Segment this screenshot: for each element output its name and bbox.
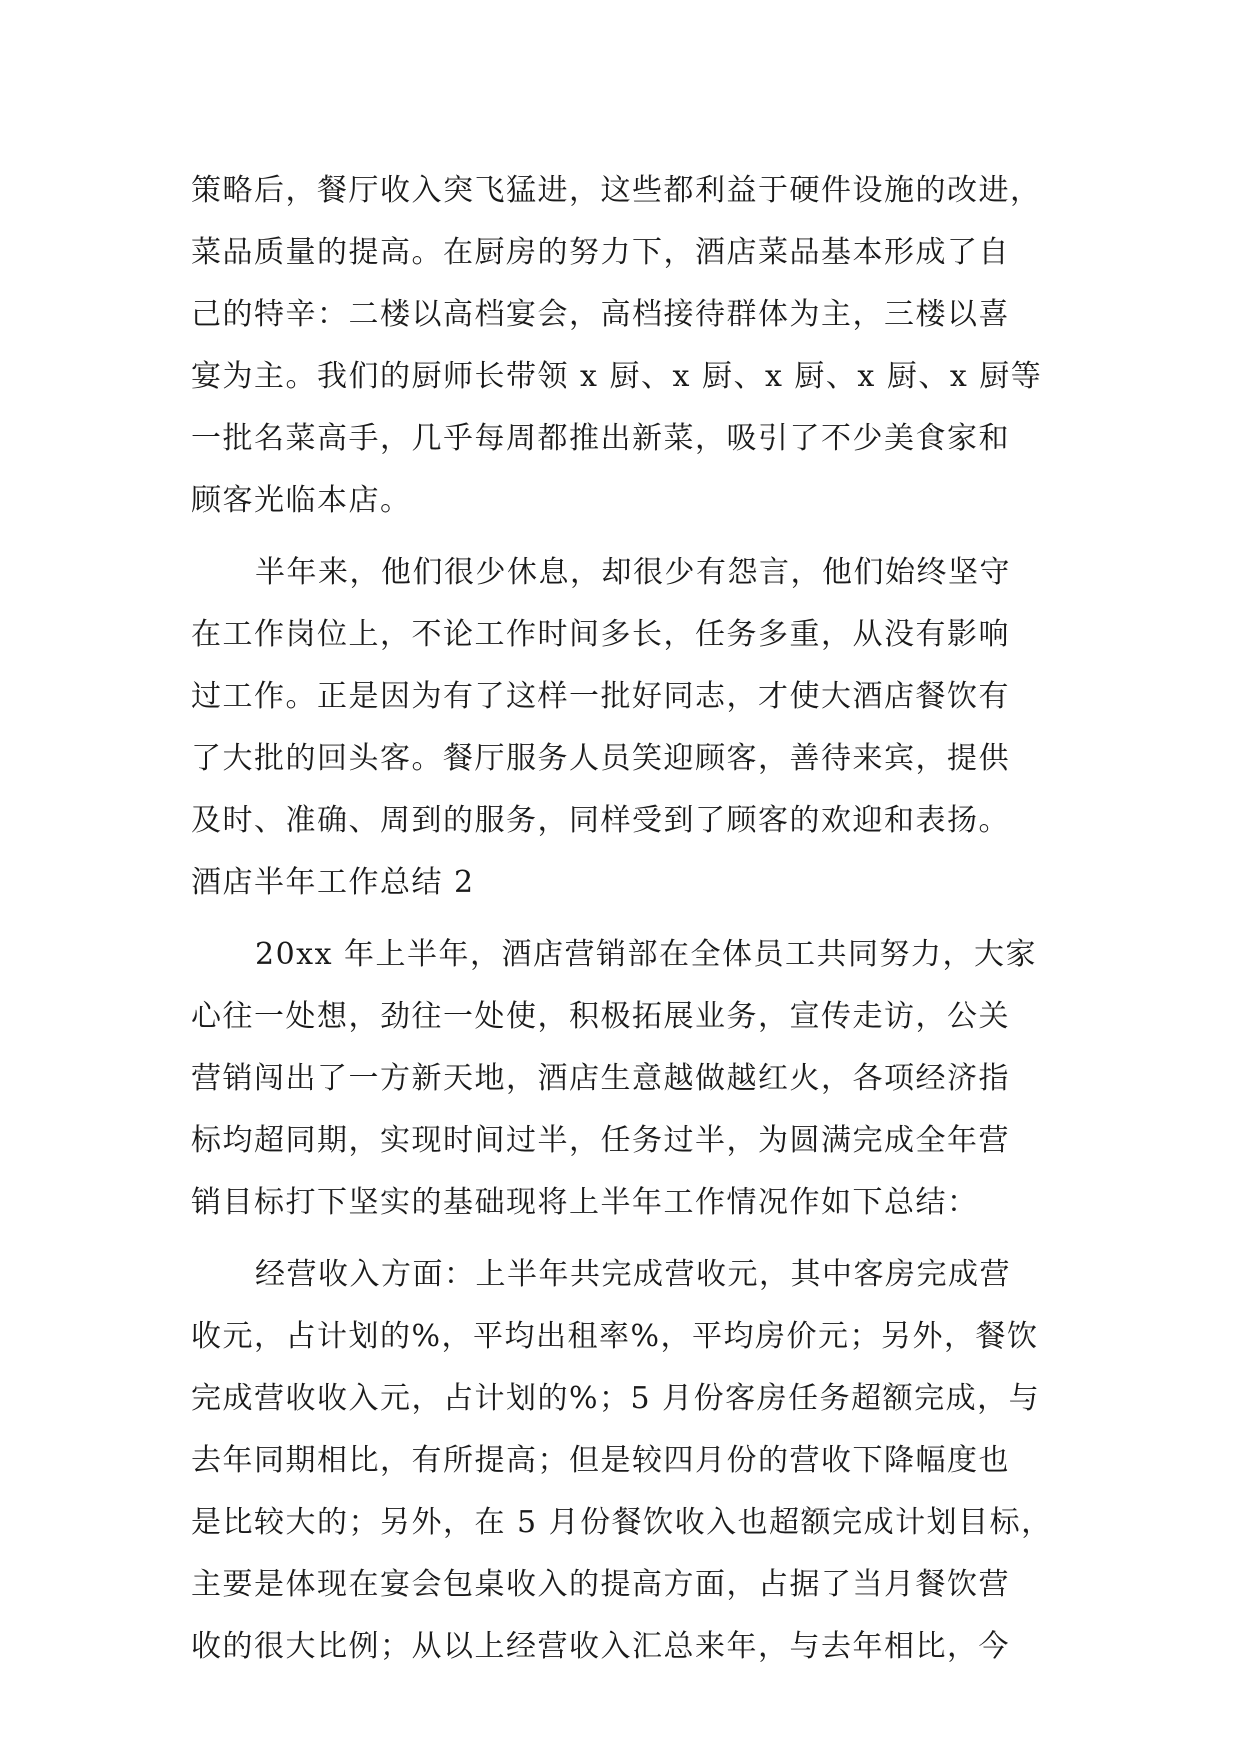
text-line: 在工作岗位上，不论工作时间多长，任务多重，从没有影响: [191, 617, 1010, 652]
paragraph-revenue: [191, 1244, 1071, 1678]
paragraph-hotel-cuisine: [191, 160, 1071, 532]
text-line: 半年来，他们很少休息，却很少有怨言，他们始终坚守: [255, 555, 1011, 590]
text-line: 及时、准确、周到的服务，同样受到了顾客的欢迎和表扬。: [191, 803, 1010, 838]
text-line: 主要是体现在宴会包桌收入的提高方面，占据了当月餐饮营: [191, 1567, 1010, 1602]
text-line: 销目标打下坚实的基础现将上半年工作情况作如下总结：: [191, 1185, 979, 1220]
text-line: 完成营收收入元，占计划的%；5 月份客房任务超额完成，与: [191, 1381, 1041, 1416]
text-line: 过工作。正是因为有了这样一批好同志，才使大酒店餐饮有: [191, 679, 1010, 714]
text-line: 标均超同期，实现时间过半，任务过半，为圆满完成全年营: [191, 1123, 1010, 1158]
text-line: 收的很大比例；从以上经营收入汇总来年，与去年相比，今: [191, 1629, 1010, 1664]
text-line: 经营收入方面：上半年共完成营收元，其中客房完成营: [255, 1257, 1011, 1292]
paragraph-sales-overview: [191, 924, 1071, 1234]
text-line: 20xx 年上半年，酒店营销部在全体员工共同努力，大家: [255, 937, 1038, 972]
text-line: 去年同期相比，有所提高；但是较四月份的营收下降幅度也: [191, 1443, 1010, 1478]
paragraph-staff-dedication: [191, 542, 1071, 852]
text-line: 了大批的回头客。餐厅服务人员笑迎顾客，善待来宾，提供: [191, 741, 1010, 776]
document-body: [191, 160, 1071, 1678]
section-heading: 酒店半年工作总结 2: [191, 865, 475, 900]
text-line: 顾客光临本店。: [191, 483, 412, 518]
text-line: 策略后，餐厅收入突飞猛进，这些都利益于硬件设施的改进，: [191, 173, 1042, 208]
text-line: 收元，占计划的%，平均出租率%，平均房价元；另外，餐饮: [191, 1319, 1039, 1354]
text-line: 一批名菜高手，几乎每周都推出新菜，吸引了不少美食家和: [191, 421, 1010, 456]
text-line: 己的特辛：二楼以高档宴会，高档接待群体为主，三楼以喜: [191, 297, 1010, 332]
text-line: 营销闯出了一方新天地，酒店生意越做越红火，各项经济指: [191, 1061, 1010, 1096]
text-line: 是比较大的；另外，在 5 月份餐饮收入也超额完成计划目标，: [191, 1505, 1053, 1540]
text-line: 心往一处想，劲往一处使，积极拓展业务，宣传走访，公关: [191, 999, 1010, 1034]
text-line: 宴为主。我们的厨师长带领 x 厨、x 厨、x 厨、x 厨、x 厨等: [191, 359, 1043, 394]
text-line: 菜品质量的提高。在厨房的努力下，酒店菜品基本形成了自: [191, 235, 1010, 270]
